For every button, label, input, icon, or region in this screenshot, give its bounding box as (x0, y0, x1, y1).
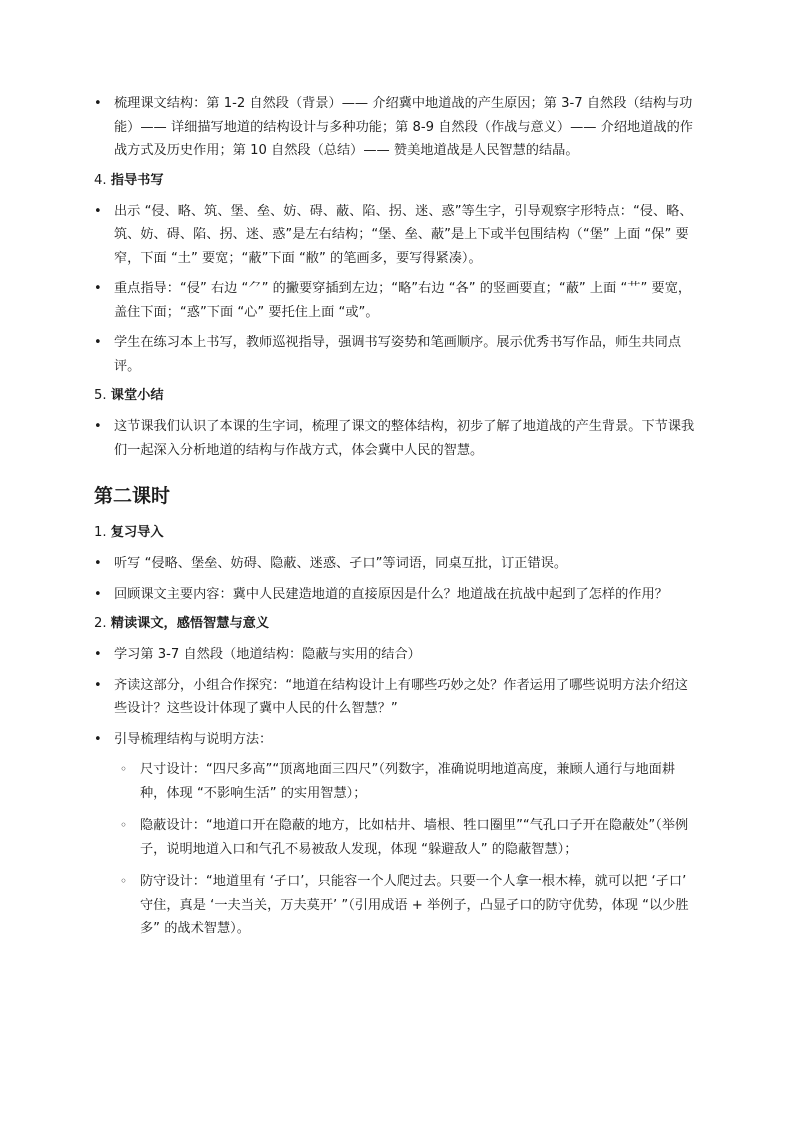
heading-text: 精读课文，感悟智慧与意义 (110, 616, 270, 631)
list-item: • 这节课我们认识了本课的生字词，梳理了课文的整体结构，初步了解了地道战的产生背景。下节课我们一起深入分析地道的结构与作战方式，体会冀中人民的智慧。 (94, 415, 700, 462)
list-item: • 出示 “侵、略、筑、堡、垒、妨、碍、蔽、陷、拐、迷、惑”等生字，引导观察字形特点：“侵、略、筑、妨、碍、陷、拐、迷、惑”是左右结构；“堡、垒、蔽”是上下或半包围结构（“堡” 上面 “保” 要窄，下面 “土” 要宽；“蔽”下面 “敝” 的笔画多，要写得紧凑）。 (94, 200, 700, 271)
list-item: • 听写 “侵略、堡垒、妨碍、隐蔽、迷惑、孑口”等词语，同桌互批，订正错误。 (94, 552, 700, 576)
sub-list-item: ◦ 尺寸设计：“四尺多高”“顶离地面三四尺”（列数字，准确说明地道高度，兼顾人通行与地面耕种，体现 “不影响生活” 的实用智慧）； (120, 758, 700, 805)
heading-number: 5. (94, 388, 107, 403)
list-item: • 齐读这部分，小组合作探究：“地道在结构设计上有哪些巧妙之处？作者运用了哪些说明方法介绍这些设计？这些设计体现了冀中人民的什么智慧？” (94, 674, 700, 721)
heading-text: 复习导入 (110, 525, 164, 540)
heading-text: 指导书写 (110, 172, 164, 188)
heading-number: 2. (94, 616, 107, 631)
list-item: • 重点指导：“侵” 右边 “⺈” 的撇要穿插到左边；“略”右边 “各” 的竖画要直；“蔽” 上面 “艹” 要宽，盖住下面；“惑”下面 “心” 要托住上面 “或”。 (94, 277, 700, 324)
list-item: • 学习第 3-7 自然段（地道结构：隐蔽与实用的结合） (94, 643, 700, 667)
heading-text: 课堂小结 (110, 388, 164, 403)
sub-list-item: ◦ 隐蔽设计：“地道口开在隐蔽的地方，比如枯井、墙根、牲口圈里”“气孔口子开在隐蔽处”（举例子，说明地道入口和气孔不易被敌人发现，体现 “躲避敌人” 的隐蔽智慧）； (120, 814, 700, 861)
document-content (94, 92, 700, 950)
heading-number: 1. (94, 525, 107, 540)
page-title: 第二课时 (94, 485, 171, 507)
sub-list-item: ◦ 防守设计：“地道里有 ‘孑口’，只能容一个人爬过去。只要一个人拿一根木棒，就可以把 ‘孑口’ 守住，真是 ‘一夫当关，万夫莫开’ ”（引用成语 + 举例子，凸显孑口的防守优势，体现 “以少胜多” 的战术智慧）。 (120, 870, 700, 941)
list-item: • 引导梳理结构与说明方法： (94, 728, 700, 752)
section-heading-5 (94, 385, 700, 407)
heading-number: 4. (94, 172, 107, 188)
section-heading-4 (94, 170, 700, 192)
list-item: • 回顾课文主要内容：冀中人民建造地道的直接原因是什么？地道战在抗战中起到了怎样的作用？ (94, 583, 700, 607)
section-heading-1 (94, 522, 700, 544)
list-item: • 学生在练习本上书写，教师巡视指导，强调书写姿势和笔画顺序。展示优秀书写作品，师生共同点评。 (94, 331, 700, 378)
section-heading-2 (94, 613, 700, 635)
list-item: • 梳理课文结构：第 1-2 自然段（背景）—— 介绍冀中地道战的产生原因；第 3-7 自然段（结构与功能）—— 详细描写地道的结构设计与多种功能；第 8-9 自然段（作战与意义）—— 介绍地道战的作战方式及历史作用；第 10 自然段（总结）—— 赞美地道战是人民智慧的结晶。 (94, 92, 700, 163)
